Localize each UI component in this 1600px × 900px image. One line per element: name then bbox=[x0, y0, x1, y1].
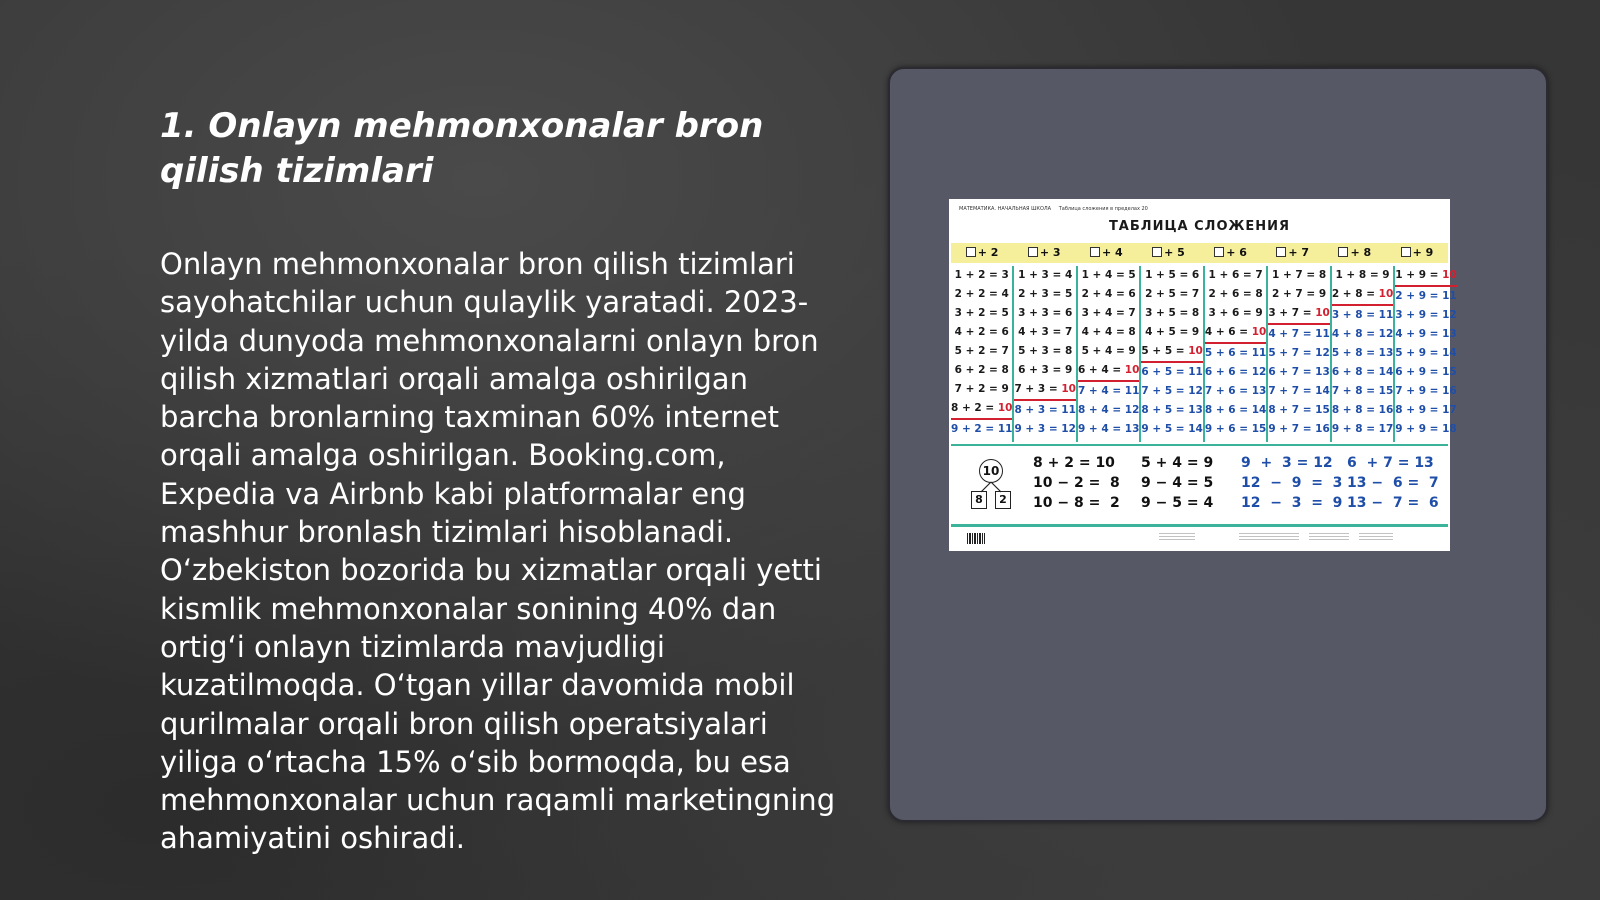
equation-cell: 5 + 4 = 9 bbox=[1081, 345, 1136, 357]
grid-column bbox=[1395, 266, 1456, 442]
equation-cell: 2 + 8 = 10 bbox=[1332, 285, 1393, 306]
equation-cell: 3 + 9 = 12 bbox=[1395, 309, 1457, 321]
footer-bar bbox=[951, 524, 1448, 527]
equation-cell: 6 + 5 = 11 bbox=[1141, 366, 1203, 378]
example-equation: 6 + 7 = 13 bbox=[1347, 455, 1434, 471]
poster-subtitle: Таблица сложения в пределах 20 bbox=[1058, 206, 1148, 212]
equation-cell: 7 + 6 = 13 bbox=[1204, 385, 1267, 397]
equation-cell: 7 + 5 = 12 bbox=[1141, 385, 1203, 397]
equation-cell: 1 + 5 = 6 bbox=[1145, 269, 1200, 281]
column-header bbox=[1200, 243, 1262, 263]
equation-cell: 7 + 9 = 16 bbox=[1395, 385, 1457, 397]
blank-box-icon bbox=[1152, 247, 1162, 257]
example-equation: 13 − 6 = 7 bbox=[1347, 475, 1439, 491]
blank-box-icon bbox=[1401, 247, 1411, 257]
column-header bbox=[1075, 243, 1137, 263]
equation-cell: 3 + 8 = 11 bbox=[1331, 309, 1394, 321]
column-header-label: + 5 bbox=[1164, 246, 1185, 259]
grid-divider bbox=[951, 444, 1448, 446]
footer-fine-print bbox=[1159, 533, 1195, 541]
equation-cell: 6 + 7 = 13 bbox=[1268, 366, 1330, 378]
equation-cell: 2 + 2 = 4 bbox=[954, 288, 1009, 300]
equation-cell: 4 + 2 = 6 bbox=[954, 326, 1009, 338]
blank-box-icon bbox=[1090, 247, 1100, 257]
equation-cell: 2 + 7 = 9 bbox=[1272, 288, 1327, 300]
example-column bbox=[1241, 453, 1351, 513]
example-equation: 9 + 3 = 12 bbox=[1241, 455, 1333, 471]
equation-cell: 3 + 7 = 10 bbox=[1268, 304, 1329, 325]
example-equation: 8 + 2 = 10 bbox=[1033, 455, 1115, 471]
grid-column bbox=[1014, 266, 1077, 442]
example-equation: 5 + 4 = 9 bbox=[1141, 455, 1214, 471]
equation-cell: 9 + 7 = 16 bbox=[1268, 423, 1330, 435]
equation-cell: 8 + 4 = 12 bbox=[1077, 404, 1140, 416]
blank-box-icon bbox=[966, 247, 976, 257]
equation-cell: 8 + 6 = 14 bbox=[1204, 404, 1267, 416]
grid-column bbox=[1268, 266, 1331, 442]
example-column bbox=[1141, 453, 1251, 513]
column-header bbox=[1013, 243, 1075, 263]
column-header-label: + 2 bbox=[977, 246, 999, 259]
column-header bbox=[1262, 243, 1324, 263]
number-circle: 10 bbox=[979, 459, 1003, 483]
blank-box-icon bbox=[1338, 247, 1348, 257]
column-header-label: + 6 bbox=[1226, 246, 1247, 259]
equation-cell: 8 + 2 = 10 bbox=[951, 399, 1012, 420]
equation-cell: 4 + 9 = 13 bbox=[1395, 328, 1457, 340]
equation-cell: 6 + 8 = 14 bbox=[1331, 366, 1394, 378]
equation-cell: 5 + 7 = 12 bbox=[1268, 347, 1330, 359]
equation-cell: 1 + 8 = 9 bbox=[1335, 269, 1390, 281]
equation-cell: 8 + 9 = 17 bbox=[1395, 404, 1457, 416]
addition-grid bbox=[951, 266, 1457, 442]
equation-cell: 1 + 3 = 4 bbox=[1018, 269, 1073, 281]
equation-cell: 5 + 9 = 14 bbox=[1395, 347, 1457, 359]
poster-title: ТАБЛИЦА СЛОЖЕНИЯ bbox=[1108, 219, 1291, 234]
addition-table-poster bbox=[949, 199, 1457, 551]
equation-cell: 7 + 8 = 15 bbox=[1331, 385, 1394, 397]
column-header-label: + 4 bbox=[1101, 246, 1123, 259]
example-column bbox=[1033, 453, 1143, 513]
blank-box-icon bbox=[1276, 247, 1286, 257]
equation-cell: 9 + 9 = 18 bbox=[1395, 423, 1457, 435]
column-header bbox=[951, 243, 1013, 263]
example-equation: 12 − 9 = 3 bbox=[1241, 475, 1343, 491]
equation-cell: 8 + 5 = 13 bbox=[1141, 404, 1203, 416]
column-header bbox=[1324, 243, 1386, 263]
equation-cell: 7 + 2 = 9 bbox=[954, 383, 1009, 395]
column-header-label: + 8 bbox=[1350, 246, 1372, 259]
equation-cell: 3 + 5 = 8 bbox=[1145, 307, 1200, 319]
equation-cell: 1 + 6 = 7 bbox=[1208, 269, 1263, 281]
example-equation: 12 − 3 = 9 bbox=[1241, 495, 1343, 511]
poster-subject: МАТЕМАТИКА. НАЧАЛЬНАЯ ШКОЛА bbox=[959, 206, 1052, 212]
equation-cell: 3 + 2 = 5 bbox=[954, 307, 1009, 319]
equation-cell: 3 + 6 = 9 bbox=[1208, 307, 1263, 319]
slide-body-text: Onlayn mehmonxonalar bron qilish tizimlari sayohatchilar uchun qulaylik yaratadi. 2023-yilda dunyoda mehmonxonalarni onlayn bron qilish xizmatlari orqali amalga oshirilgan barcha bronlarning taxminan 60% internet orqali amalga oshirilgan. Booking.com, Expedia va Airbnb kabi platformalar eng mashhur bronlash tizimlari hisoblanadi. O‘zbekiston bozorida bu xizmatlar orqali yetti kismlik mehmonxonalar sonining 40% dan ortig‘i onlayn tizimlarda mavjudligi kuzatilmoqda. O‘tgan yillar davomida mobil qurilmalar orqali bron qilish operatsiyalari yiliga o‘rtacha 15% o‘sib bormoqda, bu esa mehmonxonalar uchun raqamli marketingning ahamiyatini oshiradi. bbox=[160, 247, 836, 856]
equation-cell: 5 + 3 = 8 bbox=[1018, 345, 1073, 357]
column-header-label: + 3 bbox=[1039, 246, 1061, 259]
blank-box-icon bbox=[1214, 247, 1224, 257]
equation-cell: 2 + 9 = 11 bbox=[1395, 290, 1457, 302]
example-column bbox=[1347, 453, 1457, 513]
footer-fine-print bbox=[1239, 533, 1299, 541]
equation-cell: 7 + 7 = 14 bbox=[1268, 385, 1330, 397]
equation-cell: 1 + 4 = 5 bbox=[1081, 269, 1136, 281]
equation-cell: 7 + 4 = 11 bbox=[1077, 385, 1140, 397]
equation-cell: 3 + 3 = 6 bbox=[1018, 307, 1073, 319]
equation-cell: 8 + 3 = 11 bbox=[1014, 404, 1076, 416]
equation-cell: 2 + 5 = 7 bbox=[1145, 288, 1200, 300]
column-header-label: + 7 bbox=[1288, 246, 1310, 259]
example-equation: 9 − 5 = 4 bbox=[1141, 495, 1214, 511]
equation-cell: 9 + 4 = 13 bbox=[1077, 423, 1140, 435]
column-headers bbox=[951, 243, 1448, 263]
slide-title: 1. Onlayn mehmonxonalar bron qilish tizimlari bbox=[160, 106, 764, 191]
equation-cell: 5 + 2 = 7 bbox=[954, 345, 1009, 357]
equation-cell: 9 + 6 = 15 bbox=[1204, 423, 1267, 435]
equation-cell: 5 + 5 = 10 bbox=[1141, 342, 1202, 363]
equation-cell: 8 + 8 = 16 bbox=[1331, 404, 1394, 416]
example-equation: 9 − 4 = 5 bbox=[1141, 475, 1214, 491]
number-box-right: 2 bbox=[995, 491, 1011, 509]
equation-cell: 6 + 6 = 12 bbox=[1204, 366, 1267, 378]
equation-cell: 9 + 3 = 12 bbox=[1014, 423, 1076, 435]
grid-column bbox=[1205, 266, 1268, 442]
equation-cell: 1 + 2 = 3 bbox=[954, 269, 1009, 281]
equation-cell: 2 + 3 = 5 bbox=[1018, 288, 1073, 300]
poster-header-line bbox=[959, 206, 1154, 212]
equation-cell: 6 + 3 = 9 bbox=[1018, 364, 1073, 376]
equation-cell: 6 + 2 = 8 bbox=[954, 364, 1009, 376]
grid-column bbox=[1141, 266, 1204, 442]
equation-cell: 1 + 7 = 8 bbox=[1272, 269, 1327, 281]
grid-column bbox=[1332, 266, 1395, 442]
footer-fine-print bbox=[1309, 533, 1349, 541]
example-equation: 13 − 7 = 6 bbox=[1347, 495, 1439, 511]
grid-column bbox=[951, 266, 1014, 442]
grid-column bbox=[1078, 266, 1141, 442]
equation-cell: 2 + 4 = 6 bbox=[1081, 288, 1136, 300]
equation-cell: 3 + 4 = 7 bbox=[1081, 307, 1136, 319]
footer-fine-print bbox=[1359, 533, 1393, 541]
equation-cell: 4 + 7 = 11 bbox=[1268, 328, 1330, 340]
column-header bbox=[1386, 243, 1448, 263]
example-equation: 10 − 8 = 2 bbox=[1033, 495, 1120, 511]
equation-cell: 2 + 6 = 8 bbox=[1208, 288, 1263, 300]
equation-cell: 1 + 9 = 10 bbox=[1395, 266, 1456, 287]
number-box-left: 8 bbox=[971, 491, 987, 509]
equation-cell: 7 + 3 = 10 bbox=[1014, 380, 1075, 401]
barcode bbox=[967, 533, 985, 544]
equation-cell: 6 + 9 = 15 bbox=[1395, 366, 1457, 378]
equation-cell: 5 + 6 = 11 bbox=[1204, 347, 1267, 359]
equation-cell: 4 + 4 = 8 bbox=[1081, 326, 1136, 338]
example-equation: 10 − 2 = 8 bbox=[1033, 475, 1120, 491]
equation-cell: 4 + 3 = 7 bbox=[1018, 326, 1073, 338]
column-header-label: + 9 bbox=[1412, 246, 1434, 259]
equation-cell: 9 + 2 = 11 bbox=[951, 423, 1013, 435]
equation-cell: 8 + 7 = 15 bbox=[1268, 404, 1330, 416]
equation-cell: 5 + 8 = 13 bbox=[1331, 347, 1394, 359]
equation-cell: 9 + 5 = 14 bbox=[1141, 423, 1203, 435]
equation-cell: 4 + 6 = 10 bbox=[1205, 323, 1266, 344]
equation-cell: 4 + 8 = 12 bbox=[1331, 328, 1394, 340]
column-header bbox=[1137, 243, 1199, 263]
equation-cell: 4 + 5 = 9 bbox=[1145, 326, 1200, 338]
equation-cell: 6 + 4 = 10 bbox=[1078, 361, 1139, 382]
equation-cell: 9 + 8 = 17 bbox=[1331, 423, 1394, 435]
examples-section bbox=[951, 449, 1448, 521]
blank-box-icon bbox=[1028, 247, 1038, 257]
